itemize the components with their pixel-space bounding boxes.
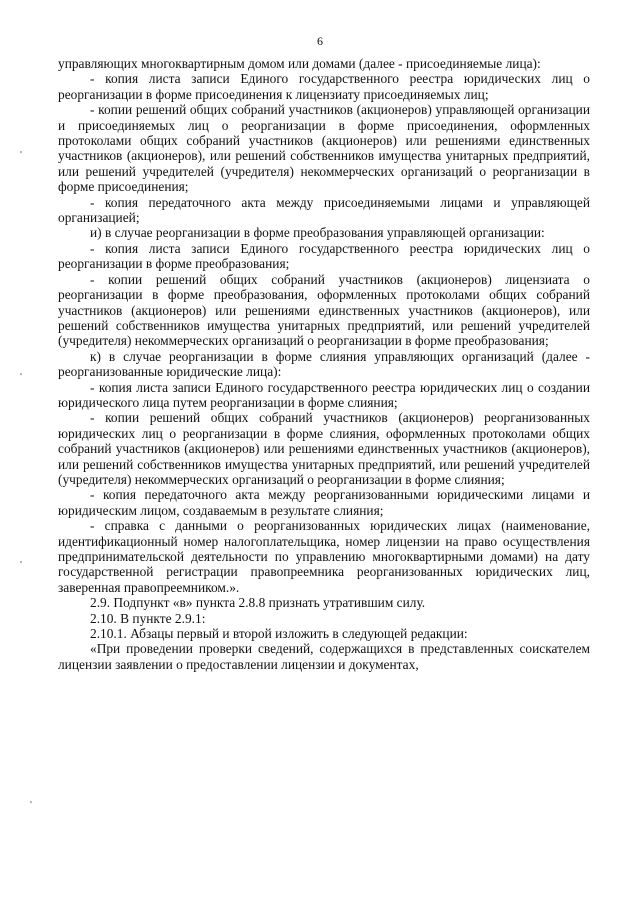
- paragraph: 2.10. В пункте 2.9.1:: [90, 610, 206, 626]
- margin-tick-mark: ': [30, 800, 32, 811]
- list-item: - копии решений общих собраний участников (акционеров) управляющей организации и присоединяемых лиц о реорганизации в форме присоединения, оформленных протоколами общих собраний участников (акционеров) или решениями единственных участников (акционеров), или решений собственников имущества унитарных предприятий, или решений учредителей (учредителя) некоммерческих организаций о реорганизации в форме присоединения;: [58, 102, 590, 195]
- list-item: - копия листа записи Единого государственного реестра юридических лиц о реорганизации в форме присоединения к лицензиату присоединяемых лиц;: [58, 71, 590, 102]
- subsection-heading: к) в случае реорганизации в форме слияния управляющих организаций (далее - реорганизованные юридические лица):: [58, 348, 590, 380]
- list-item: - копия листа записи Единого государственного реестра юридических лиц о создании юридического лица путем реорганизации в форме слияния;: [58, 379, 590, 410]
- list-item: - копия передаточного акта между реорганизованными юридическими лицами и юридическим лицом, создаваемым в результате слияния;: [58, 487, 590, 518]
- list-item: - копия листа записи Единого государственного реестра юридических лиц о реорганизации в форме преобразования;: [58, 240, 590, 272]
- list-item: - копии решений общих собраний участников (акционеров) реорганизованных юридических лиц о реорганизации в форме слияния, оформленных протоколами общих собраний участников (акционеров) или решениями единственных участников (акционеров), или решений собственников имущества унитарных предприятий, или решений учредителей (учредителя) некоммерческих организаций о реорганизации в форме слияния;: [58, 410, 590, 487]
- subsection-heading: и) в случае реорганизации в форме преобразования управляющей организации:: [90, 225, 545, 241]
- list-item: - копия передаточного акта между присоединяемыми лицами и управляющей организацией;: [58, 194, 590, 226]
- list-item: - копии решений общих собраний участников (акционеров) лицензиата о реорганизации в форме преобразования, оформленных протоколами общих собраний участников (акционеров) или решениями единственных участников (акционеров), или решений собственников имущества унитарных предприятий, или решений учредителей (учредителя) некоммерческих организаций о реорганизации в форме преобразования;: [58, 271, 590, 349]
- paragraph: 2.9. Подпункт «в» пункта 2.8.8 признать утратившим силу.: [90, 595, 426, 611]
- page-number: 6: [317, 34, 323, 48]
- paragraph: управляющих многоквартирным домом или домами (далее - присоединяемые лица):: [58, 56, 541, 71]
- margin-tick-mark: ': [20, 150, 22, 161]
- margin-tick-mark: ': [20, 372, 22, 383]
- paragraph: «При проведении проверки сведений, содержащихся в представленных соискателем лицензии заявлении о предоставлении лицензии и документах,: [58, 641, 590, 672]
- margin-tick-mark: ': [20, 560, 22, 571]
- list-item: - справка с данными о реорганизованных юридических лицах (наименование, идентификационный номер налогоплательщика, номер лицензии на право осуществления предпринимательской деятельности по управлению многоквартирными домами) на дату государственной регистрации правопреемника реорганизованных юридических лиц, заверенная правопреемником.».: [58, 518, 590, 595]
- paragraph: 2.10.1. Абзацы первый и второй изложить в следующей редакции:: [90, 626, 468, 642]
- document-body: [58, 56, 590, 672]
